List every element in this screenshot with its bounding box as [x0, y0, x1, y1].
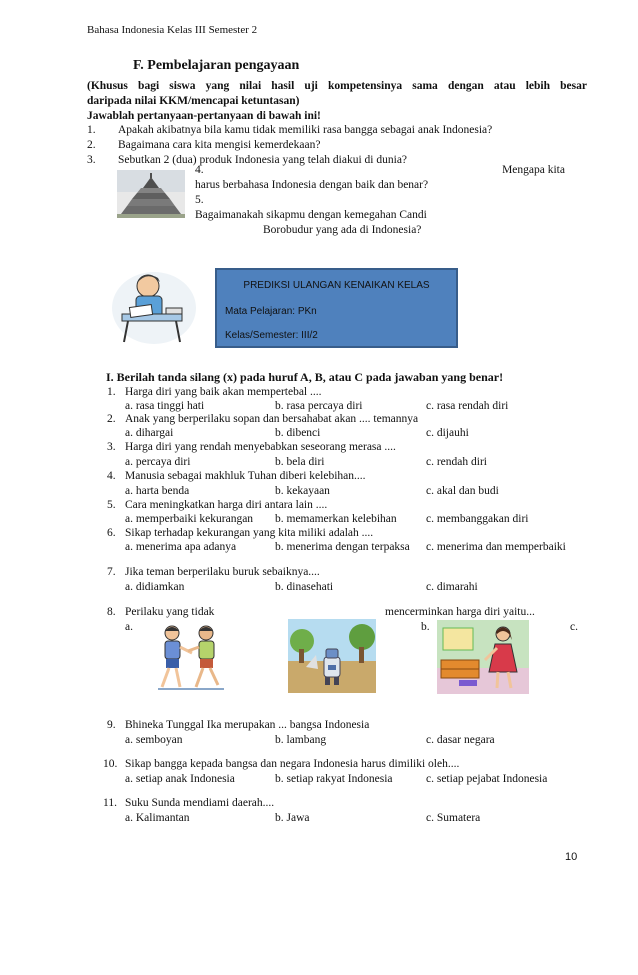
outdoor-robot-image [288, 619, 376, 693]
intro-line-1: (Khusus bagi siswa yang nilai hasil uji kompetensinya sama dengan atau lebih besar [87, 80, 587, 92]
q5-text-b: Borobudur yang ada di Indonesia? [263, 224, 422, 236]
question-text: Manusia sebagai makhluk Tuhan diberi kelebihan.... [125, 470, 366, 482]
question-number: 8. [107, 606, 116, 618]
option-a: a. setiap anak Indonesia [125, 773, 235, 785]
page-number: 10 [565, 851, 578, 863]
question-text: Suku Sunda mendiami daerah.... [125, 797, 275, 809]
question-text: Harga diri yang rendah menyebabkan seseorang merasa .... [125, 441, 396, 453]
option-b: b. rasa percaya diri [275, 400, 363, 412]
question-text: Anak yang berperilaku sopan dan bersahabat akan .... temannya [125, 413, 419, 425]
girl-room-image [437, 620, 529, 694]
question-text-right: mencerminkan harga diri yaitu... [385, 606, 535, 618]
option-b: b. memamerkan kelebihan [275, 513, 397, 525]
item-text: Bagaimana cara kita mengisi kemerdekaan? [118, 139, 321, 151]
option-c: c. membanggakan diri [426, 513, 529, 525]
question-number: 9. [107, 719, 116, 731]
option-b: b. menerima dengan terpaksa [275, 541, 410, 553]
question-text: Sikap bangga kepada bangsa dan negara Indonesia harus dimiliki oleh.... [125, 758, 460, 770]
prediction-subject: Mata Pelajaran: PKn [225, 306, 317, 317]
question-number: 1. [107, 386, 116, 398]
option-a: a. percaya diri [125, 456, 191, 468]
option-b: b. dibenci [275, 427, 321, 439]
q4-text-a: Mengapa kita [502, 164, 565, 176]
page-header: Bahasa Indonesia Kelas III Semester 2 [87, 24, 258, 36]
option-c: c. rasa rendah diri [426, 400, 509, 412]
question-number: 6. [107, 527, 116, 539]
item-number: 2. [87, 139, 96, 151]
option-c: c. [570, 621, 578, 633]
item-number: 4. [195, 164, 204, 176]
instruction: Jawablah pertanyaan-pertanyaan di bawah ini! [87, 110, 321, 122]
option-a: a. [125, 621, 133, 633]
prediction-title: PREDIKSI ULANGAN KENAIKAN KELAS [243, 280, 430, 291]
item-text: Sebutkan 2 (dua) produk Indonesia yang telah diakui di dunia? [118, 154, 408, 166]
question-number: 10. [103, 758, 118, 770]
option-c: c. Sumatera [426, 812, 481, 824]
option-c: c. rendah diri [426, 456, 487, 468]
part-title: I. Berilah tanda silang (x) pada huruf A, B, atau C pada jawaban yang benar! [106, 370, 504, 384]
option-a: a. harta benda [125, 485, 190, 497]
borobudur-temple-image [117, 170, 185, 218]
option-b: b. kekayaan [275, 485, 330, 497]
option-b: b. Jawa [275, 812, 310, 824]
q5-text-a: Bagaimanakah sikapmu dengan kemegahan Candi [195, 209, 427, 221]
option-b: b. dinasehati [275, 581, 334, 593]
prediction-box [215, 268, 458, 348]
intro-block [87, 79, 587, 124]
section-title: F. Pembelajaran pengayaan [133, 58, 300, 73]
option-a: a. didiamkan [125, 581, 185, 593]
question-number: 7. [107, 566, 116, 578]
enrichment-item [87, 139, 587, 151]
intro-line-2: daripada nilai KKM/mencapai ketuntasan) [87, 95, 300, 107]
item-number: 5. [195, 194, 204, 206]
item-number: 1. [87, 124, 96, 136]
question-text: Sikap terhadap kekurangan yang kita miliki adalah .... [125, 527, 374, 539]
question-text: Bhineka Tunggal Ika merupakan ... bangsa Indonesia [125, 719, 370, 731]
option-a: a. menerima apa adanya [125, 541, 237, 553]
question-text-left: Perilaku yang tidak [125, 606, 215, 618]
option-b: b. lambang [275, 734, 327, 746]
item-text: Apakah akibatnya bila kamu tidak memiliki rasa bangga sebagai anak Indonesia? [118, 124, 493, 136]
boys-fighting-image [150, 623, 230, 693]
question-text: Cara meningkatkan harga diri antara lain .... [125, 499, 328, 511]
option-a: a. dihargai [125, 427, 174, 439]
option-c: c. dasar negara [426, 734, 495, 746]
option-a: a. semboyan [125, 734, 183, 746]
question-number: 5. [107, 499, 116, 511]
question-number: 2. [107, 413, 116, 425]
question-text: Harga diri yang baik akan mempertebal .... [125, 386, 322, 398]
option-a: a. Kalimantan [125, 812, 190, 824]
enrichment-q4-q5 [195, 163, 565, 238]
student-studying-image [110, 268, 198, 346]
option-a: a. memperbaiki kekurangan [125, 513, 254, 525]
option-b: b. bela diri [275, 456, 325, 468]
item-number: 3. [87, 154, 96, 166]
enrichment-item [87, 124, 587, 136]
question-number: 4. [107, 470, 116, 482]
question-text: Jika teman berperilaku buruk sebaiknya.... [125, 566, 320, 578]
option-b: b. [421, 621, 430, 633]
option-c: c. setiap pejabat Indonesia [426, 773, 548, 785]
option-c: c. dijauhi [426, 427, 469, 439]
q4-text-b: harus berbahasa Indonesia dengan baik dan benar? [195, 179, 429, 191]
option-c: c. dimarahi [426, 581, 478, 593]
option-c: c. menerima dan memperbaiki [426, 541, 566, 553]
question-number: 3. [107, 441, 116, 453]
prediction-class: Kelas/Semester: III/2 [225, 330, 318, 341]
question-number: 11. [103, 797, 117, 809]
option-b: b. setiap rakyat Indonesia [275, 773, 393, 785]
option-a: a. rasa tinggi hati [125, 400, 205, 412]
option-c: c. akal dan budi [426, 485, 499, 497]
